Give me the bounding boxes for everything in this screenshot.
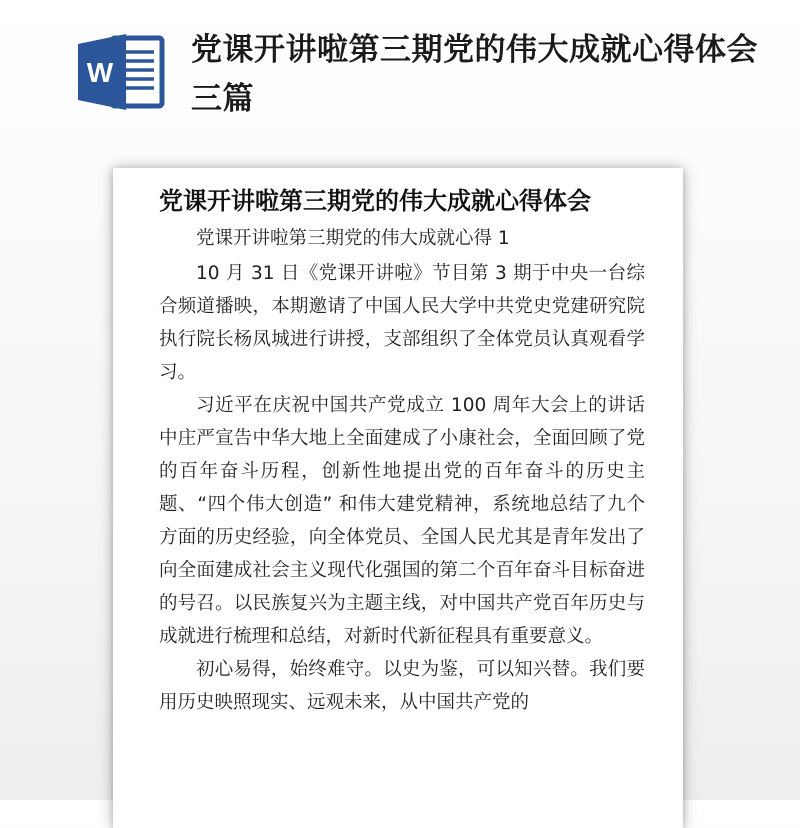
document-body — [159, 184, 645, 719]
document-page — [113, 168, 683, 828]
document-paragraph: 10 月 31 日《党课开讲啦》节目第 3 期于中央一台综合频道播映，本期邀请了中国人民大学中共党史党建研究院执行院长杨凤城进行讲授，支部组织了全体党员认真观看学习。 — [159, 263, 645, 383]
word-icon — [76, 32, 166, 112]
document-paragraph: 习近平在庆祝中国共产党成立 100 周年大会上的讲话中庄严宣告中华大地上全面建成了小康社会，全面回顾了党的百年奋斗历程，创新性地提出党的百年奋斗的历史主题、“四个伟大创造” 和伟大建党精神，系统地总结了九个方面的历史经验，向全体党员、全国人民尤其是青年发出了向全面建成社会主义现代化强国的第二个百年奋斗目标奋进的号召。以民族复兴为主题主线，对中国共产党百年历史与成就进行梳理和总结，对新时代新征程具有重要意义。 — [159, 395, 645, 647]
document-title: 党课开讲啦第三期党的伟大成就心得体会 — [159, 187, 591, 215]
word-icon-letter: W — [86, 57, 114, 88]
document-paragraph: 初心易得，始终难守。以史为鉴，可以知兴替。我们要用历史映照现实、远观未来，从中国共产党的 — [159, 659, 645, 713]
page-title: 党课开讲啦第三期党的伟大成就心得体会三篇 — [191, 32, 758, 117]
document-subtitle: 党课开讲啦第三期党的伟大成就心得 1 — [196, 228, 510, 249]
